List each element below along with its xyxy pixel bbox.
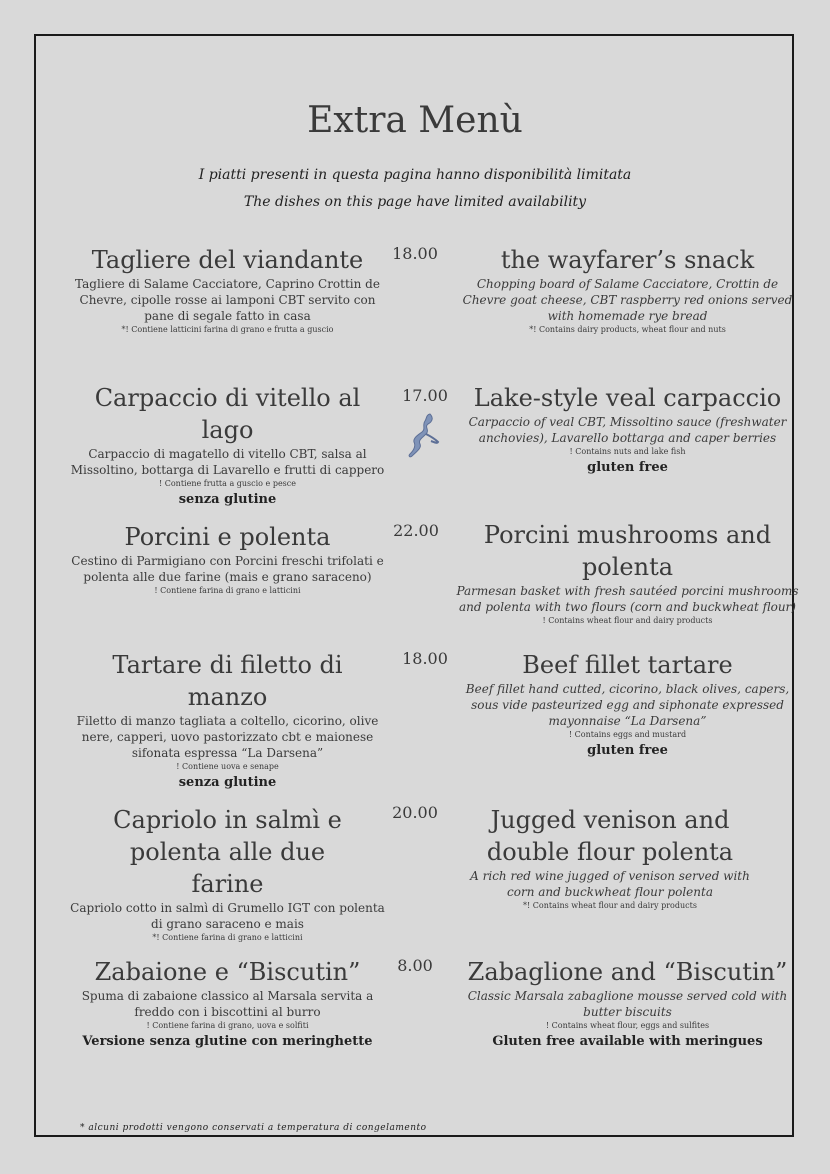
dish-english	[455, 382, 800, 477]
gluten-free-label: senza glutine	[178, 492, 277, 507]
dish-name: Lake-style veal carpaccio	[473, 384, 782, 412]
dish-description: Beef fillet hand cutted, cicorino, black olives, capers, sous vide pasteurized egg and siphonate expressed mayonnaise “La Darsena”	[465, 682, 790, 728]
allergen-note: ! Contiene farina di grano, uova e solfiti	[146, 1021, 309, 1030]
allergen-note: *! Contiene farina di grano e latticini	[152, 933, 303, 942]
gluten-free-label: Versione senza glutine con meringhette	[82, 1034, 373, 1049]
allergen-note: ! Contiene frutta a guscio e pesce	[158, 479, 296, 488]
allergen-note: ! Contains eggs and mustard	[568, 730, 687, 739]
allergen-note: *! Contiene latticini farina di grano e frutta a guscio	[121, 325, 334, 334]
dish-name: Beef fillet tartare	[522, 651, 733, 679]
allergen-note: *! Contains dairy products, wheat flour and nuts	[529, 325, 726, 334]
dish-description: Classic Marsala zabaglione mousse served cold with butter biscuits	[467, 989, 788, 1019]
dish-price: 22.00	[393, 521, 439, 540]
dish-name: Zabaione e “Biscutin”	[94, 958, 361, 986]
dish-price: 18.00	[392, 244, 438, 263]
dish-name: Porcini e polenta	[124, 523, 331, 551]
dish-description: Chopping board of Salame Cacciatore, Crottin de Chevre goat cheese, CBT raspberry red onions served with homemade rye bread	[462, 277, 793, 323]
dish-italian	[70, 956, 385, 1051]
dish-price: 17.00	[402, 386, 448, 405]
allergen-note: ! Contains wheat flour and dairy products	[542, 616, 713, 625]
dish-name: Jugged venison and double flour polenta	[486, 806, 734, 866]
dish-english	[455, 956, 800, 1051]
dish-description: A rich red wine jugged of venison served with corn and buckwheat flour polenta	[470, 869, 750, 899]
dish-italian	[70, 804, 385, 943]
dish-description: Spuma di zabaione classico al Marsala servita a freddo con i biscottini al burro	[81, 989, 374, 1019]
dish-description: Tagliere di Salame Cacciatore, Caprino Crottin de Chevre, cipolle rosse ai lamponi CBT servito con pane di segale fatto in casa	[75, 277, 380, 323]
dish-name: Tagliere del viandante	[91, 246, 364, 274]
dish-description: Capriolo cotto in salmì di Grumello IGT con polenta di grano saraceno e mais	[70, 901, 385, 931]
allergen-note: ! Contains wheat flour, eggs and sulfites	[545, 1021, 710, 1030]
dish-description: Parmesan basket with fresh sautéed porcini mushrooms and polenta with two flours (corn and buckwheat flour)	[456, 584, 799, 614]
gluten-free-label: gluten free	[587, 460, 668, 475]
gluten-free-label: Gluten free available with meringues	[492, 1034, 763, 1049]
dish-name: Capriolo in salmì e polenta alle due farine	[113, 806, 342, 898]
dish-name: Carpaccio di vitello al lago	[94, 384, 361, 444]
dish-description: Filetto di manzo tagliata a coltello, cicorino, olive nere, capperi, uovo pastorizzato cbt e maionese sifonata espressa “La Darsena”	[76, 714, 379, 760]
dish-description: Carpaccio di magatello di vitello CBT, salsa al Missoltino, bottarga di Lavarello e frutti di cappero	[70, 447, 385, 477]
dish-italian	[70, 382, 385, 509]
allergen-note: ! Contiene farina di grano e latticini	[154, 586, 301, 595]
page-title: Extra Menù	[307, 100, 523, 141]
allergen-note: ! Contiene uova e senape	[176, 762, 279, 771]
dish-price: 20.00	[392, 803, 438, 822]
dish-name: Tartare di filetto di manzo	[112, 651, 343, 711]
dish-italian	[70, 244, 385, 335]
dish-italian	[70, 649, 385, 792]
dish-english	[455, 519, 800, 626]
gluten-free-label: gluten free	[587, 743, 668, 758]
lake-shape-icon	[404, 412, 444, 460]
dish-price: 8.00	[397, 956, 433, 975]
dish-name: Porcini mushrooms and polenta	[483, 521, 772, 581]
dish-italian	[70, 521, 385, 596]
allergen-note: *! Contains wheat flour and dairy products	[523, 901, 697, 910]
dish-english	[455, 244, 800, 335]
dish-name: the wayfarer’s snack	[500, 246, 755, 274]
subtitle-italian: I piatti presenti in questa pagina hanno disponibilità limitata	[198, 167, 632, 183]
dish-description: Cestino di Parmigiano con Porcini freschi trifolati e polenta alle due farine (mais e grano saraceno)	[71, 554, 384, 584]
gluten-free-label: senza glutine	[178, 775, 277, 790]
allergen-note: ! Contains nuts and lake fish	[569, 447, 686, 456]
dish-english	[455, 649, 800, 760]
dish-price: 18.00	[402, 649, 448, 668]
dish-description: Carpaccio of veal CBT, Missoltino sauce (freshwater anchovies), Lavarello bottarga and caper berries	[468, 415, 787, 445]
dish-name: Zabaglione and “Biscutin”	[467, 958, 788, 986]
dish-english	[470, 804, 750, 911]
subtitle-english: The dishes on this page have limited availability	[243, 194, 587, 210]
footnote: * alcuni prodotti vengono conservati a temperatura di congelamento	[80, 1123, 427, 1133]
